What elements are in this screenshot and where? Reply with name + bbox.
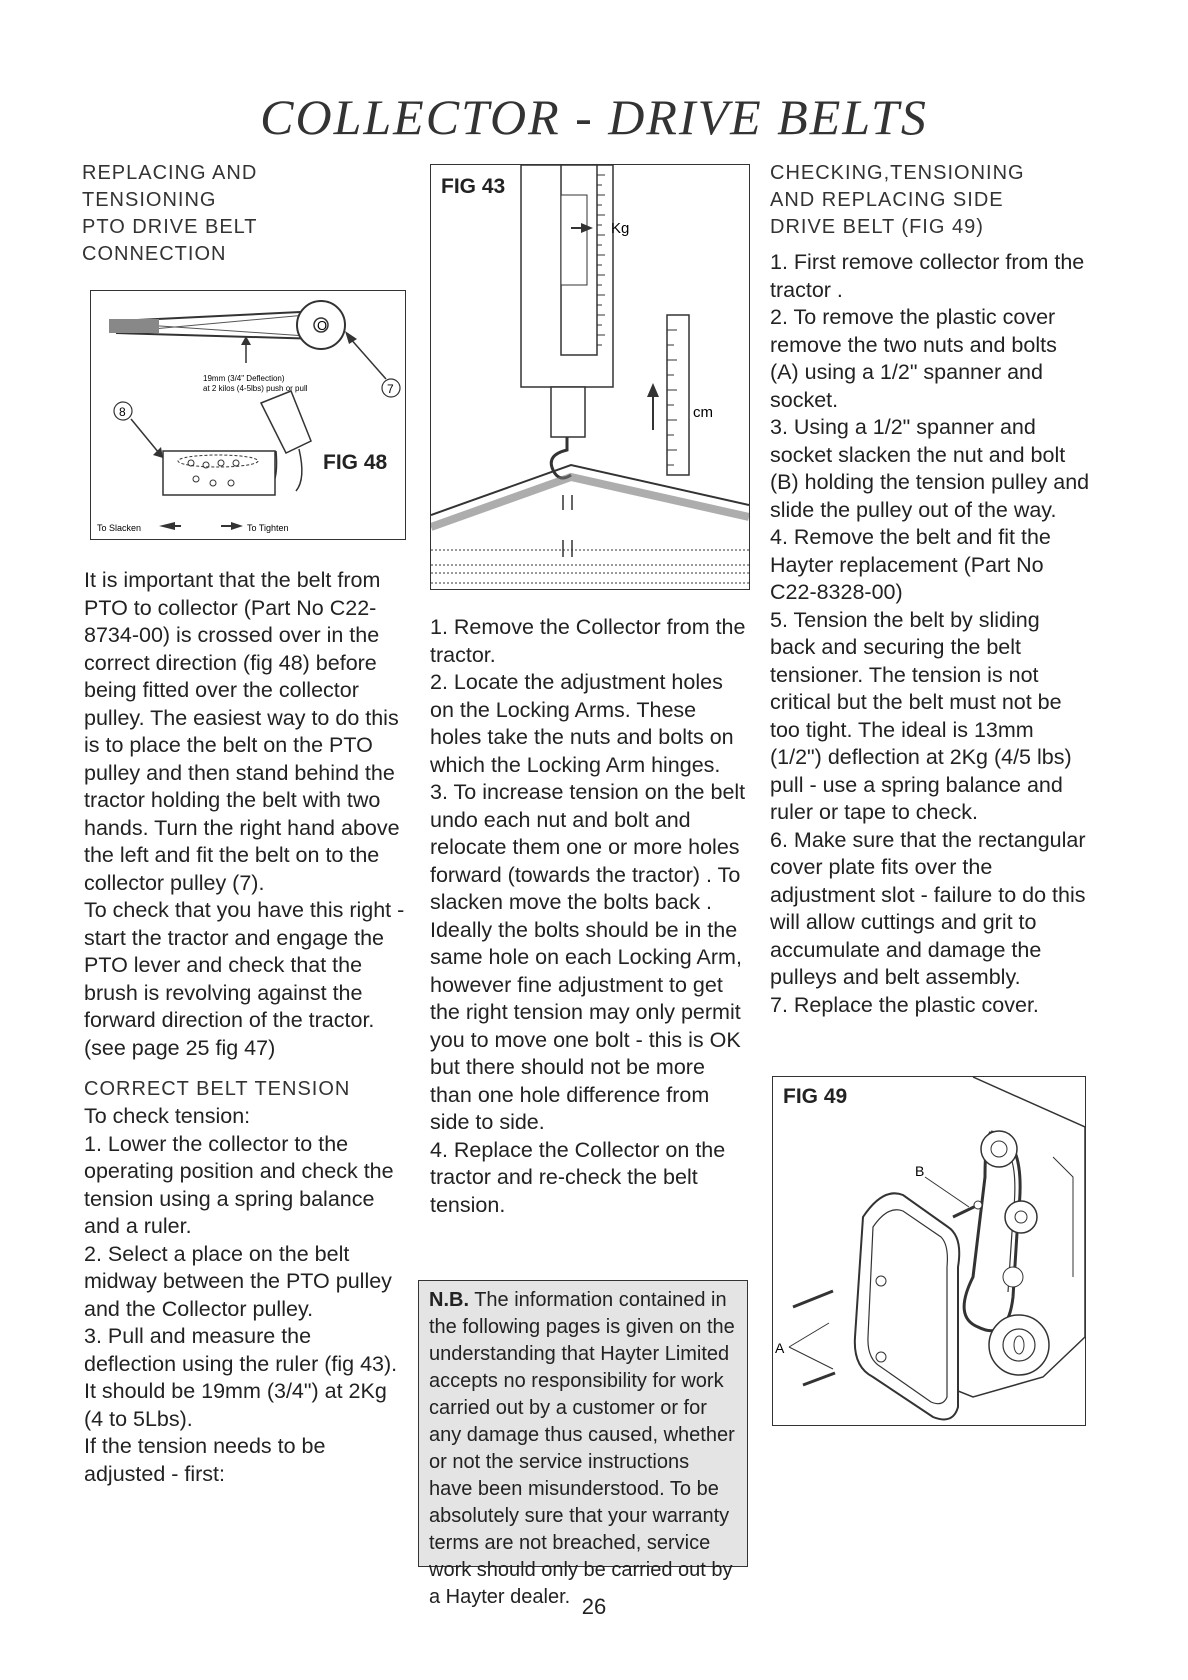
notice-label: N.B. bbox=[429, 1289, 469, 1311]
notice-text: The information contained in the following pages is given on the understanding that Hayter Limited accepts no responsibility for work carried out by a customer or for any damage thus caused, whether or not the service instructions have been misunderstood. To be absolutely sure that your warranty terms are not breached, service work should only be carried out by a Hayter dealer. bbox=[429, 1289, 735, 1608]
callout-b: B bbox=[915, 1163, 925, 1179]
fig43-diagram bbox=[430, 164, 750, 590]
side-belt-step-3: 3. Using a 1/2" spanner and socket slacken the nut and bolt (B) holding the tension pulley and slide the pulley out of the way. bbox=[770, 415, 1090, 522]
side-belt-step-1: 1. First remove collector from the tractor . bbox=[770, 250, 1085, 302]
paragraph-crossed-belt: It is important that the belt from PTO to collector (Part No C22-8734-00) is crossed over in the correct direction (fig 48) before being fitted over the collector pulley. The easiest way to do this is to place the belt on the PTO pulley and then stand behind the tractor holding the belt with two hands. Turn the right hand above the left and fit the belt on to the collector pulley (7). bbox=[84, 568, 400, 895]
side-belt-step-4: 4. Remove the belt and fit the Hayter replacement (Part No C22-8328-00) bbox=[770, 525, 1051, 604]
tension-step-3: 3. Pull and measure the deflection using the ruler (fig 43). It should be 19mm (3/4") at 2Kg (4 to 5Lbs). bbox=[84, 1324, 398, 1431]
left-column bbox=[82, 160, 404, 268]
fig43-drawing bbox=[431, 165, 749, 589]
label-kg: Kg bbox=[611, 220, 630, 237]
callout-7: 7 bbox=[387, 382, 394, 396]
collector-step-4: 4. Replace the Collector on the tractor and re-check the belt tension. bbox=[430, 1137, 726, 1217]
fig49-label: FIG 49 bbox=[783, 1085, 848, 1108]
fig48-note-2: at 2 kilos (4-5lbs) push or pull bbox=[203, 384, 308, 393]
fig43-label: FIG 43 bbox=[441, 175, 506, 198]
side-belt-step-7: 7. Replace the plastic cover. bbox=[770, 992, 1039, 1017]
label-tighten: To Tighten bbox=[247, 523, 289, 533]
label-slacken: To Slacken bbox=[97, 523, 142, 533]
page-title: COLLECTOR - DRIVE BELTS bbox=[260, 89, 928, 145]
fig48-diagram bbox=[90, 290, 406, 540]
paragraph-check-direction: To check that you have this right - start the tractor and engage the PTO lever and check that the brush is revolving against the forward direction of the tractor. (see page 25 fig 47) bbox=[84, 898, 405, 1060]
callout-8: 8 bbox=[119, 405, 126, 419]
tension-step-2: 2. Select a place on the belt midway between the PTO pulley and the Collector pulley. bbox=[84, 1241, 392, 1321]
right-column bbox=[770, 160, 1090, 1019]
section-heading-pto-belt: REPLACING AND TENSIONING PTO DRIVE BELT CONNECTION bbox=[82, 162, 258, 265]
collector-step-2: 2. Locate the adjustment holes on the Locking Arms. These holes take the nuts and bolts on which the Locking Arm hinges. bbox=[430, 670, 734, 777]
section-heading-belt-tension: CORRECT BELT TENSION bbox=[84, 1078, 351, 1100]
side-belt-step-2: 2. To remove the plastic cover remove the two nuts and bolts (A) using a 1/2" spanner and socket. bbox=[770, 305, 1057, 412]
fig49-diagram bbox=[772, 1076, 1086, 1426]
side-belt-step-6: 6. Make sure that the rectangular cover plate fits over the adjustment slot - failure to do this will allow cuttings and grit to accumulate and damage the pulleys and belt assembly. bbox=[770, 827, 1086, 989]
page-number: 26 bbox=[581, 1594, 607, 1619]
collector-step-3: 3. To increase tension on the belt undo each nut and bolt and relocate them one or more holes forward (towards the tractor) . To slacken move the bolts back . Ideally the bolts should be in the same hole on each Locking Arm, however fine adjustment to get the right tension may only permit you to move one bolt - this is OK but there should not be more than one hole difference from side to side. bbox=[430, 780, 746, 1134]
left-column-body bbox=[84, 567, 406, 1488]
middle-column-body bbox=[430, 614, 748, 1219]
fig48-note-1: 19mm (3/4" Deflection) bbox=[203, 374, 285, 383]
fig48-drawing bbox=[91, 291, 405, 539]
tension-step-adjust: If the tension needs to be adjusted - first: bbox=[84, 1434, 326, 1486]
collector-step-1: 1. Remove the Collector from the tractor. bbox=[430, 615, 746, 667]
paragraph-check-tension-intro: To check tension: bbox=[84, 1104, 251, 1128]
callout-0: O bbox=[317, 318, 328, 333]
tension-step-1: 1. Lower the collector to the operating position and check the tension using a spring balance and a ruler. bbox=[84, 1131, 394, 1238]
fig49-drawing bbox=[773, 1077, 1085, 1425]
section-heading-side-belt: CHECKING,TENSIONING AND REPLACING SIDE DRIVE BELT (FIG 49) bbox=[770, 162, 1025, 238]
label-cm: cm bbox=[693, 404, 713, 421]
side-belt-step-5: 5. Tension the belt by sliding back and securing the belt tensioner. The tension is not critical but the belt must not be too tight. The ideal is 13mm (1/2") deflection at 2Kg (4/5 lbs) pull - use a spring balance and ruler or tape to check. bbox=[770, 607, 1072, 824]
callout-a: A bbox=[775, 1340, 785, 1356]
fig48-label: FIG 48 bbox=[323, 451, 388, 474]
